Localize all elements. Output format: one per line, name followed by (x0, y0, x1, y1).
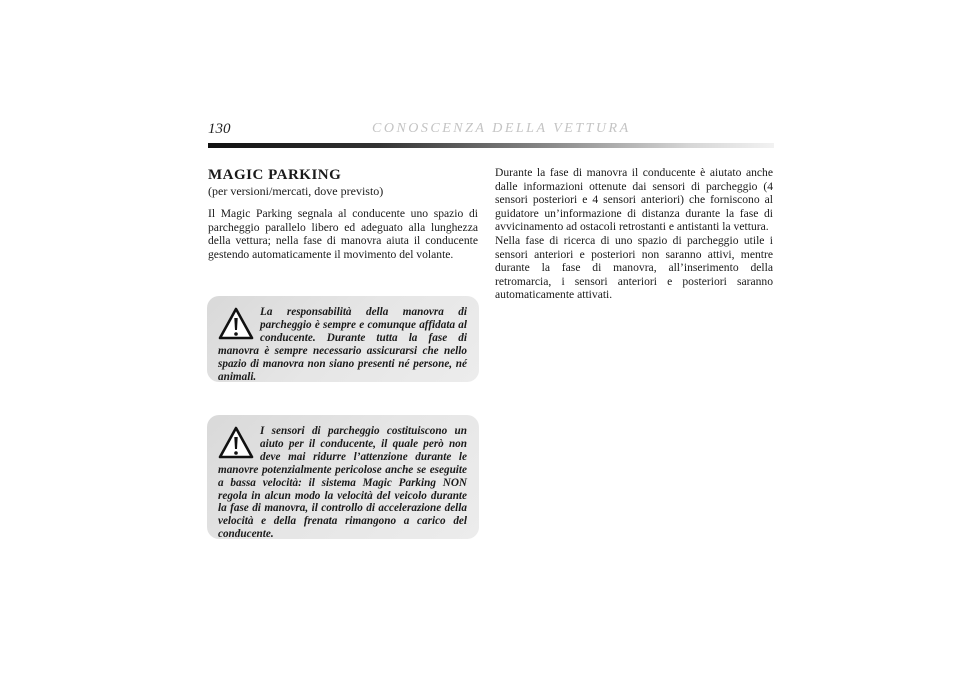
warning-box-sensors (207, 415, 479, 539)
section-subtitle: (per versioni/mercati, dove previsto) (208, 184, 384, 198)
left-column (208, 166, 478, 261)
header-rule (208, 143, 774, 148)
section-title: MAGIC PARKING (208, 167, 342, 183)
intro-paragraph: Il Magic Parking segnala al conducente uno spazio di parcheggio parallelo libero ed adeguato alla lunghezza della vettura; nella fase di manovra aiuta il conducente gestendo automaticamente il movimento del volante. (208, 207, 478, 261)
running-header: CONOSCENZA DELLA VETTURA (372, 121, 631, 136)
page-number: 130 (208, 121, 231, 137)
warning-text: I sensori di parcheggio costituiscono un aiuto per il conducente, il quale però non deve mai ridurre l’attenzione durante le manovre potenzialmente pericolose anche se eseguite a bassa velocità: il sistema Magic Parking NON regola in alcun modo la velocità del veicolo durante la fase di manovra, il controllo di accelerazione della velocità e della frenata rimangono a carico del conducente. (218, 425, 467, 541)
paragraph-search-phase: Nella fase di ricerca di uno spazio di parcheggio utile i sensori anteriori e posteriori non saranno attivi, mentre durante la fase di manovra, all’inserimento della retromarcia, i sensori anteriori e posteriori saranno automaticamente attivati. (495, 233, 773, 302)
paragraph-sensors-info: Durante la fase di manovra il conducente è aiutato anche dalle informazioni ottenute dai sensori di parcheggio (4 sensori posteriori e 4 sensori anteriori) che forniscono al guidatore un’informazione di distanza durante la fase di avvicinamento ad ostacoli retrostanti e antistanti la vettura. (495, 166, 773, 234)
right-column (495, 166, 773, 302)
warning-triangle-icon (218, 425, 254, 461)
warning-text: La responsabilità della manovra di parcheggio è sempre e comunque affidata al conducente. Durante tutta la fase di manovra è sempre necessario assicurarsi che nello spazio di manovra non siano presenti né persone, né animali. (218, 306, 467, 383)
warning-triangle-icon (218, 306, 254, 342)
warning-box-responsibility (207, 296, 479, 382)
